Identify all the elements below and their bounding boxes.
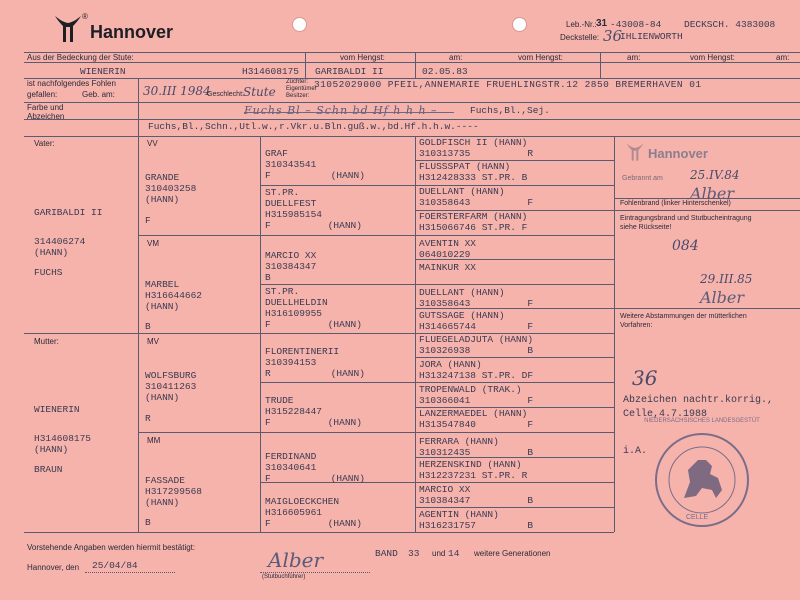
g3-cell-4 [265,286,362,330]
stamp-logo-text: Hannover [648,146,708,161]
vv-cell [145,172,196,226]
g3-5-line [265,368,365,379]
g4-cell-15 [419,484,533,506]
vom-hengst-label-1: vom Hengst: [340,53,385,62]
mare-name: WIENERIN [80,66,126,77]
dam-name: WIENERIN [34,404,80,415]
vv-breed: (HANN) [145,194,180,205]
mm-cell [145,475,202,528]
g3-cell-8 [265,496,362,529]
besitzer-label: Besitzer: [286,93,310,99]
eintragung-label-1: Eintragungsbrand und Stutbucheintragung [620,215,752,222]
birth-date-handwritten: 30.III 1984 [143,84,211,98]
g4-10-name: JORA (HANN) [419,359,482,370]
stutbuchfuehrer-label: (Stutbuchführer) [262,574,306,580]
lebnr-code: -43008-84 [610,19,662,30]
g3-7-line [265,473,365,484]
vom-hengst-label-2: vom Hengst: [518,53,563,62]
note-line-1: Abzeichen nachtr.korrig., [623,395,774,406]
g3-1-line [265,170,365,181]
color-corrected: Fuchs,Bl.,Schn.,Utl.w.,r.Vkr.u.Bln.guß.w.,bd.Hf.h.h.w.---- [148,121,479,132]
g3-7-color: F [265,473,271,484]
g4-14-name: HERZENSKIND (HANN) [419,459,522,470]
deckstelle-value: IHLIENWORTH [620,31,683,42]
brand-number-handwritten: 084 [672,238,699,254]
vm-label: VM [147,239,159,248]
g4-12-name: LANZERMAEDEL (HANN) [419,408,528,419]
g4-cell-6 [419,262,476,273]
horse-head-stamp-icon [624,142,646,162]
g4-2-name: FLUSSSPAT (HANN) [419,161,511,172]
g3-2-line: F (HANN) [265,220,362,231]
g4-cell-12 [419,408,533,430]
und-label: und [432,549,446,558]
eintragung-label-2: siehe Rückseite! [620,224,672,231]
g4-11-detail: 310366041 F [419,395,534,406]
g3-6-line: F (HANN) [265,417,362,428]
g4-cell-16 [419,509,533,531]
stallion-name: GARIBALDI II [315,66,384,77]
g3-4-number: H316109955 [265,308,323,319]
g4-cell-1 [419,137,533,159]
geb-am-label: Geb. am: [82,90,115,99]
sire-breed: (HANN) [34,247,69,258]
g4-2-detail: H312428333 ST.PR. B [419,172,528,183]
mv-label: MV [147,337,159,346]
g3-4-title: ST.PR. [265,286,300,297]
g4-7-name: DUELLANT (HANN) [419,287,505,298]
g4-cell-5 [419,238,476,260]
g3-5-name: FLORENTINERII [265,346,340,357]
g4-15-name: MARCIO XX [419,484,471,495]
g4-13-name: FERRARA (HANN) [419,436,499,447]
color-initial: Fuchs,Bl.,Sej. [470,105,550,116]
g3-3-name: MARCIO XX [265,250,317,261]
g4-cell-7 [419,287,533,309]
hannover-den-label: Hannover, den [27,563,80,572]
g4-16-detail: H316231757 B [419,520,534,531]
g4-9-detail: 310326938 B [419,345,534,356]
vm-cell [145,279,202,332]
gebrannt-date-handwritten: 25.IV.84 [690,168,740,182]
g3-1-name: GRAF [265,148,288,159]
g4-cell-11 [419,384,533,406]
seal-city: CELLE [686,514,709,521]
official-seal [644,418,760,530]
dam-number: H314608175 [34,433,92,444]
eigentuemer-label: Eigentümer [286,86,317,92]
band-label: BAND [375,548,398,559]
fohlenbrand-label: Fohlenbrand (linker Hinterschenkel) [620,200,731,207]
registered-mark-icon: ® [82,12,88,21]
g4-cell-9 [419,334,533,356]
deckstelle-handwritten: 36 [603,27,623,45]
mv-name: WOLFSBURG [145,370,197,381]
gefallen-label: gefallen: [27,90,58,99]
vv-color: F [145,215,151,226]
sire-name: GARIBALDI II [34,207,103,218]
mv-number: 310411263 [145,381,197,392]
g4-13-detail: 310312435 B [419,447,534,458]
mv-breed: (HANN) [145,392,180,403]
g3-6-name: TRUDE [265,395,294,406]
g4-7-detail: 310358643 F [419,298,534,309]
geschlecht-label: Geschlecht: [207,91,244,98]
g4-12-detail: H313547840 F [419,419,534,430]
g3-cell-1 [265,148,365,181]
g4-cell-8 [419,310,533,332]
g3-5-color: R [265,368,271,379]
mutter-label: Mutter: [34,337,59,346]
g4-3-name: DUELLANT (HANN) [419,186,505,197]
zuechter-label: Züchter: [286,79,309,85]
g3-1-number: 310343541 [265,159,317,170]
vm-number: H316644662 [145,290,203,301]
covering-date: 02.05.83 [422,66,468,77]
g4-1-name: GOLDFISCH II (HANN) [419,137,528,148]
crossed-out-entry: Fuchs Bl – Schn bd Hf h h h – [244,104,454,118]
horse-head-logo-icon [52,14,84,44]
fohlen-label: ist nachfolgendes Fohlen [27,79,116,88]
dam-breed: (HANN) [34,444,69,455]
g4-10-detail: H313247138 ST.PR. DF [419,370,534,381]
issue-date: 25/04/84 [92,560,138,571]
registration-date-handwritten: 29.III.85 [700,272,753,286]
lebnr-value: 31 [596,18,608,29]
signature-3: Alber [268,548,324,572]
g4-1-detail: 310313735 R [419,148,534,159]
g3-3-number: 310384347 [265,261,317,272]
mm-breed: (HANN) [145,497,180,508]
generationen-label: weitere Generationen [474,549,551,558]
g4-cell-4 [419,211,527,233]
signature-1: Alber [690,184,735,203]
vv-number: 310403258 [145,183,197,194]
mv-color: R [145,413,151,424]
am-label-2: am: [627,53,641,62]
gebrannt-label: Gebrannt am [622,175,663,182]
punch-hole-1 [292,17,307,32]
g4-9-name: FLUEGELADJUTA (HANN) [419,334,534,345]
g3-2-name: DUELLFEST [265,198,317,209]
g4-15-detail: 310384347 B [419,495,534,506]
g4-5-name: AVENTIN XX [419,238,477,249]
g4-4-name: FOERSTERFARM (HANN) [419,211,528,222]
g4-5-detail: 064010229 [419,249,471,260]
g3-5-breed: (HANN) [330,368,365,379]
note-line-3: i.A. [623,446,648,457]
mm-name: FASSADE [145,475,185,486]
g3-cell-2 [265,187,362,231]
g4-cell-14 [419,459,527,481]
g4-16-name: AGENTIN (HANN) [419,509,499,520]
sex-handwritten: Stute [243,85,276,99]
mv-cell [145,370,196,424]
generations-value: 14 [448,548,460,559]
band-value: 33 [408,548,420,559]
g4-6-name: MAINKUR XX [419,262,477,273]
vv-label: VV [147,139,158,148]
punch-hole-2 [512,17,527,32]
sire-color: FUCHS [34,267,63,278]
seal-text: NIEDERSÄCHSISCHES LANDESGESTÜT [644,418,760,424]
dam-color: BRAUN [34,464,63,475]
g3-4-line: F (HANN) [265,319,362,330]
g3-cell-5 [265,346,365,379]
g3-8-line: F (HANN) [265,518,362,529]
logo-text: Hannover [90,22,174,42]
bedeckung-label: Aus der Bedeckung der Stute: [27,53,134,62]
sire-cell [34,207,102,278]
vm-breed: (HANN) [145,301,180,312]
deckstelle-label: Deckstelle: [560,33,600,42]
g3-5-number: 310394153 [265,357,317,368]
vom-hengst-label-3: vom Hengst: [690,53,735,62]
g3-cell-3 [265,250,316,283]
g3-cell-6 [265,395,362,428]
g4-cell-3 [419,186,533,208]
g3-7-number: 310340641 [265,462,317,473]
am-label-1: am: [449,53,463,62]
g4-3-detail: 310358643 F [419,197,534,208]
sire-number: 314406274 [34,236,86,247]
mm-label: MM [147,436,161,445]
g3-8-name: MAIGLOECKCHEN [265,496,340,507]
mm-color: B [145,517,151,528]
am-label-3: am: [776,53,790,62]
weitere-label-2: Vorfahren: [620,322,653,329]
g4-11-name: TROPENWALD (TRAK.) [419,384,522,395]
g3-1-breed: (HANN) [330,170,365,181]
g3-3-color: B [265,272,271,283]
breeder-info: 31052029000 PFEIL,ANNEMARIE FRUEHLINGSTR.12 2850 BREMERHAVEN 01 [314,79,702,90]
mare-number: H314608175 [242,66,300,77]
vv-name: GRANDE [145,172,180,183]
g3-6-number: H315228447 [265,406,323,417]
decksch-number: DECKSCH. 4383008 [684,19,776,30]
dam-cell [34,404,91,475]
g3-2-number: H315985154 [265,209,323,220]
g4-cell-13 [419,436,533,458]
g4-cell-10 [419,359,533,381]
g4-14-detail: H312237231 ST.PR. R [419,470,528,481]
vater-label: Vater: [34,139,55,148]
abzeichen-label: Abzeichen [27,112,65,121]
lebnr-label: Leb.-Nr.: [566,20,597,29]
farbe-label: Farbe und [27,103,64,112]
g4-cell-2 [419,161,527,183]
note-line-2: Celle,4.7.1988 [623,409,708,420]
signature-2: Alber [700,288,745,307]
g3-1-color: F [265,170,271,181]
g3-2-title: ST.PR. [265,187,300,198]
note-number-handwritten: 36 [632,366,658,390]
g3-7-breed: (HANN) [330,473,365,484]
vm-name: MARBEL [145,279,180,290]
bestaetigt-label: Vorstehende Angaben werden hiermit bestätigt: [27,543,196,552]
g4-8-detail: H314665744 F [419,321,534,332]
mm-number: H317299568 [145,486,203,497]
g3-8-number: H316605961 [265,507,323,518]
g4-8-name: GUTSSAGE (HANN) [419,310,505,321]
vm-color: B [145,321,151,332]
g3-4-name: DUELLHELDIN [265,297,328,308]
g3-cell-7 [265,451,365,484]
g3-7-name: FERDINAND [265,451,317,462]
weitere-label-1: Weitere Abstammungen der mütterlichen [620,313,747,320]
g4-4-detail: H315066746 ST.PR. F [419,222,528,233]
